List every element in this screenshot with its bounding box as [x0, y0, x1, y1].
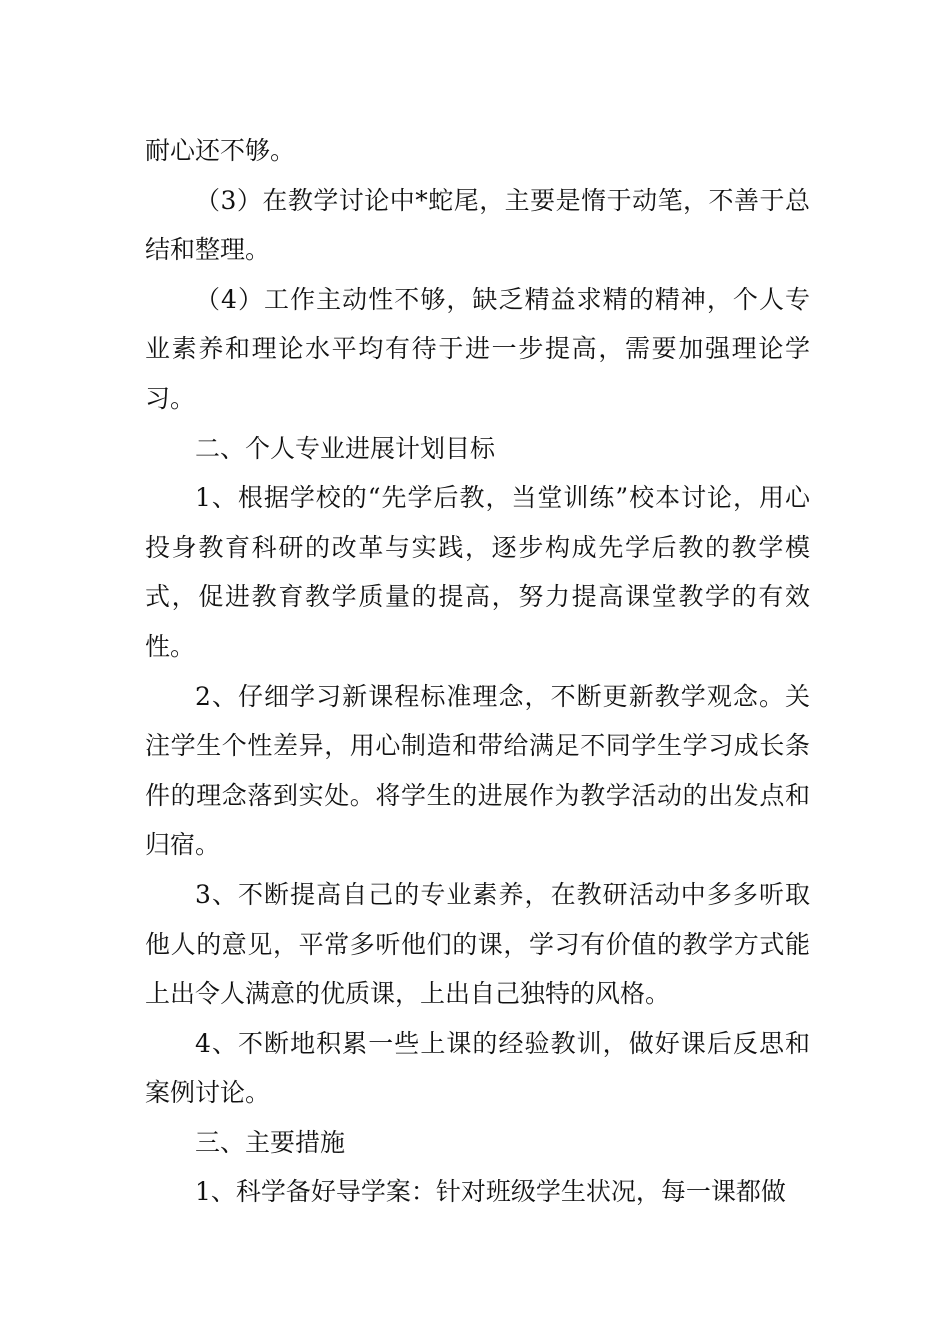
paragraph-continuation: 耐心还不够。 [145, 136, 296, 165]
paragraph-item-4: （4）工作主动性不够，缺乏精益求精的精神，个人专业素养和理论水平均有待于进一步提高，需要加强理论学习。 [145, 284, 810, 413]
section-heading-2: 二、个人专业进展计划目标 [195, 433, 496, 463]
section-heading-3: 三、主要措施 [195, 1127, 346, 1157]
paragraph-item-3: （3）在教学讨论中*蛇尾，主要是惰于动笔，不善于总结和整理。 [145, 185, 810, 265]
measure-item-1: 1、科学备好导学案：针对班级学生状况，每一课都做 [195, 1177, 786, 1207]
goal-item-1: 1、根据学校的“先学后教，当堂训练”校本讨论，用心投身教育科研的改革与实践，逐步构成先学后教的教学模式，促进教育教学质量的提高，努力提高课堂教学的有效性。 [145, 483, 810, 661]
goal-item-2: 2、仔细学习新课程标准理念，不断更新教学观念。关注学生个性差异，用心制造和带给满足不同学生学习成长条件的理念落到实处。将学生的进展作为教学活动的出发点和归宿。 [145, 681, 810, 860]
goal-item-4: 4、不断地积累一些上课的经验教训，做好课后反思和案例讨论。 [145, 1028, 810, 1108]
document-body [145, 126, 810, 1217]
goal-item-3: 3、不断提高自己的专业素养，在教研活动中多多听取他人的意见，平常多听他们的课，学习有价值的教学方式能上出令人满意的优质课，上出自己独特的风格。 [145, 879, 810, 1009]
